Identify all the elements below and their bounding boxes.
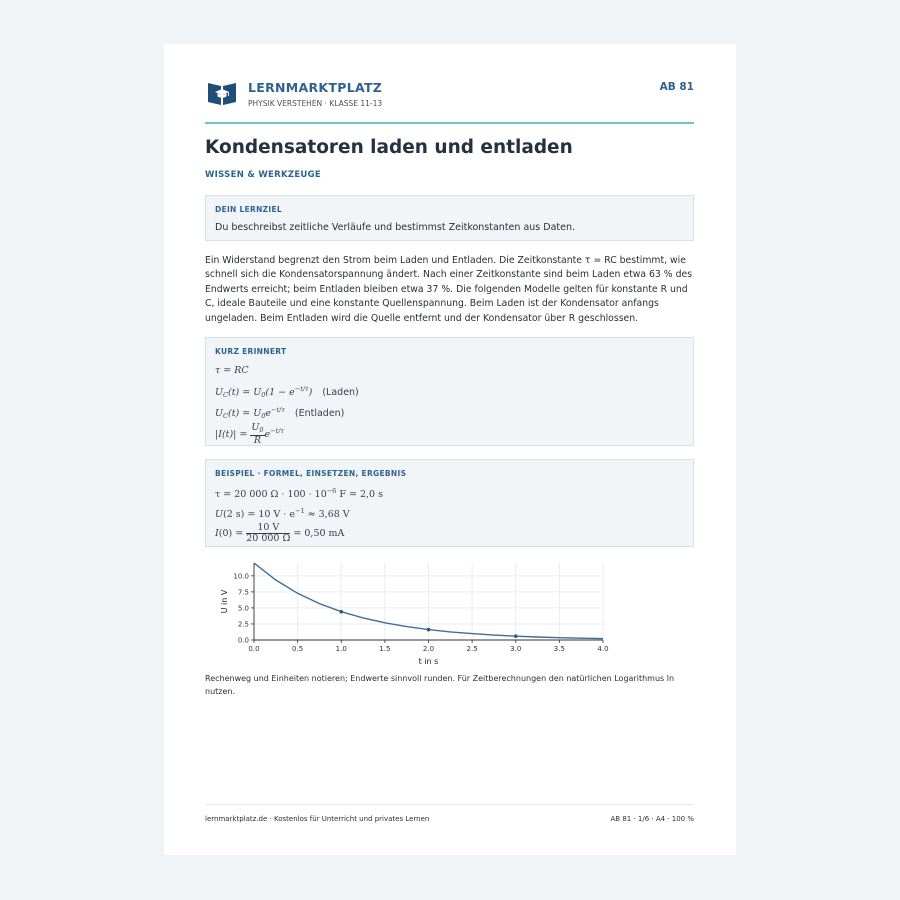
- footer-right: AB 81 · 1/6 · A4 · 100 %: [610, 815, 694, 823]
- x-tick-label: 0.0: [248, 645, 260, 654]
- example-box: [205, 459, 694, 547]
- data-point: [514, 634, 518, 638]
- x-tick-label: 1.5: [379, 645, 391, 654]
- brand-subtitle: PHYSIK VERSTEHEN · KLASSE 11-13: [248, 99, 383, 108]
- x-tick-label: 1.0: [335, 645, 347, 654]
- formula-tau: τ = RC: [215, 365, 249, 377]
- y-tick-label: 5.0: [237, 604, 249, 613]
- learning-goal-box: [205, 195, 694, 241]
- data-point: [427, 628, 431, 632]
- example-f3-text: (0) =: [218, 528, 247, 540]
- y-tick-label: 10.0: [233, 572, 249, 581]
- book-graduation-cap-icon: [207, 80, 237, 106]
- example-formula-tau: [215, 487, 684, 500]
- y-tick-label: 0.0: [237, 636, 249, 645]
- intro-paragraph: Ein Widerstand begrenzt den Strom beim Laden und Entladen. Die Zeitkonstante τ = RC bestimmt, wie schnell sich die Kondensatorspannung ändert. Nach einer Zeitkonstante sind beim Laden etwa 63 % des Endwerts erreicht; beim Entladen bleiben etwa 37 %. Die folgenden Modelle gelten für konstante R und C, ideale Bauteile und eine konstante Quellenspannung. Beim Laden ist der Kondensator anfangs ungeladen. Beim Entladen wird die Quelle entfernt und der Kondensator über R geschlossen.: [205, 255, 693, 324]
- footnote: Rechenweg und Einheiten notieren; Endwerte sinnvoll runden. Für Zeitberechnungen den natürlichen Logarithmus ln nutzen.: [205, 674, 675, 696]
- page-header: [205, 80, 694, 122]
- x-tick-label: 4.0: [597, 645, 609, 654]
- formula-charging: $U_C(t) = U_0(1 - e^{-t/\tau})$ (Laden): [215, 385, 359, 400]
- example-f3-denominator: 20 000 Ω: [246, 533, 291, 545]
- formula-current: |I(t)| = $\frac{U_0}{R}$ $e^{-t/\tau}$: [215, 422, 285, 447]
- formula-charging-note: (Laden): [322, 387, 359, 399]
- section-label: WISSEN & WERKZEUGE: [205, 170, 322, 180]
- sheet-id: AB 81: [659, 81, 694, 93]
- formula-discharging: $U_C(t) = U_0e^{-t/\tau}$ (Entladen): [215, 406, 345, 421]
- formula-discharging-note: (Entladen): [294, 408, 345, 420]
- header-divider: [205, 122, 694, 124]
- page-title: Kondensatoren laden und entladen: [205, 137, 573, 158]
- x-tick-label: 3.0: [510, 645, 522, 654]
- page-footer: [205, 804, 694, 823]
- example-f1-text: τ = 20 000 Ω · 100 · 10: [215, 489, 327, 501]
- y-axis-label: U in V: [220, 589, 229, 614]
- example-f2-text: (2 s) = 10 V · e: [223, 509, 296, 521]
- example-formula-current: I(0) = $\frac{10 V}{20 000 \Omega}$ = 0,50 mA: [215, 522, 345, 545]
- learning-goal-title: DEIN LERNZIEL: [215, 205, 283, 214]
- example-f3-numerator: 10 V: [246, 523, 290, 534]
- x-tick-label: 3.5: [553, 645, 565, 654]
- reminder-box: [205, 337, 694, 446]
- x-axis-label: t in s: [418, 657, 439, 667]
- example-f1-exponent: −6: [326, 487, 337, 496]
- footer-left: lernmarktplatz.de · Kostenlos für Unterricht und privates Lernen: [205, 815, 430, 823]
- example-f3-result: = 0,50 mA: [290, 528, 345, 540]
- brand-name: LERNMARKTPLATZ: [248, 80, 383, 95]
- worksheet-page: [164, 44, 736, 855]
- data-point: [339, 610, 343, 614]
- example-f2-exponent: −1: [295, 507, 305, 516]
- learning-goal-text: Du beschreibst zeitliche Verläufe und bestimmst Zeitkonstanten aus Daten.: [215, 222, 575, 233]
- example-formula-voltage: U(2 s) = 10 $V \cdot e^{-1} \approx 3,68$ V: [215, 507, 350, 521]
- reminder-title: KURZ ERINNERT: [215, 347, 287, 357]
- x-tick-label: 2.0: [422, 645, 435, 654]
- x-tick-label: 2.5: [466, 645, 478, 654]
- example-f2-result: ≈ 3,68 V: [304, 509, 350, 521]
- x-tick-label: 0.5: [292, 645, 304, 654]
- example-title: BEISPIEL · FORMEL, EINSETZEN, ERGEBNIS: [215, 469, 407, 479]
- y-tick-label: 2.5: [237, 620, 249, 629]
- y-tick-label: 7.5: [237, 588, 249, 597]
- example-f1-result: F = 2,0 s: [336, 489, 383, 501]
- discharge-chart: [219, 561, 619, 669]
